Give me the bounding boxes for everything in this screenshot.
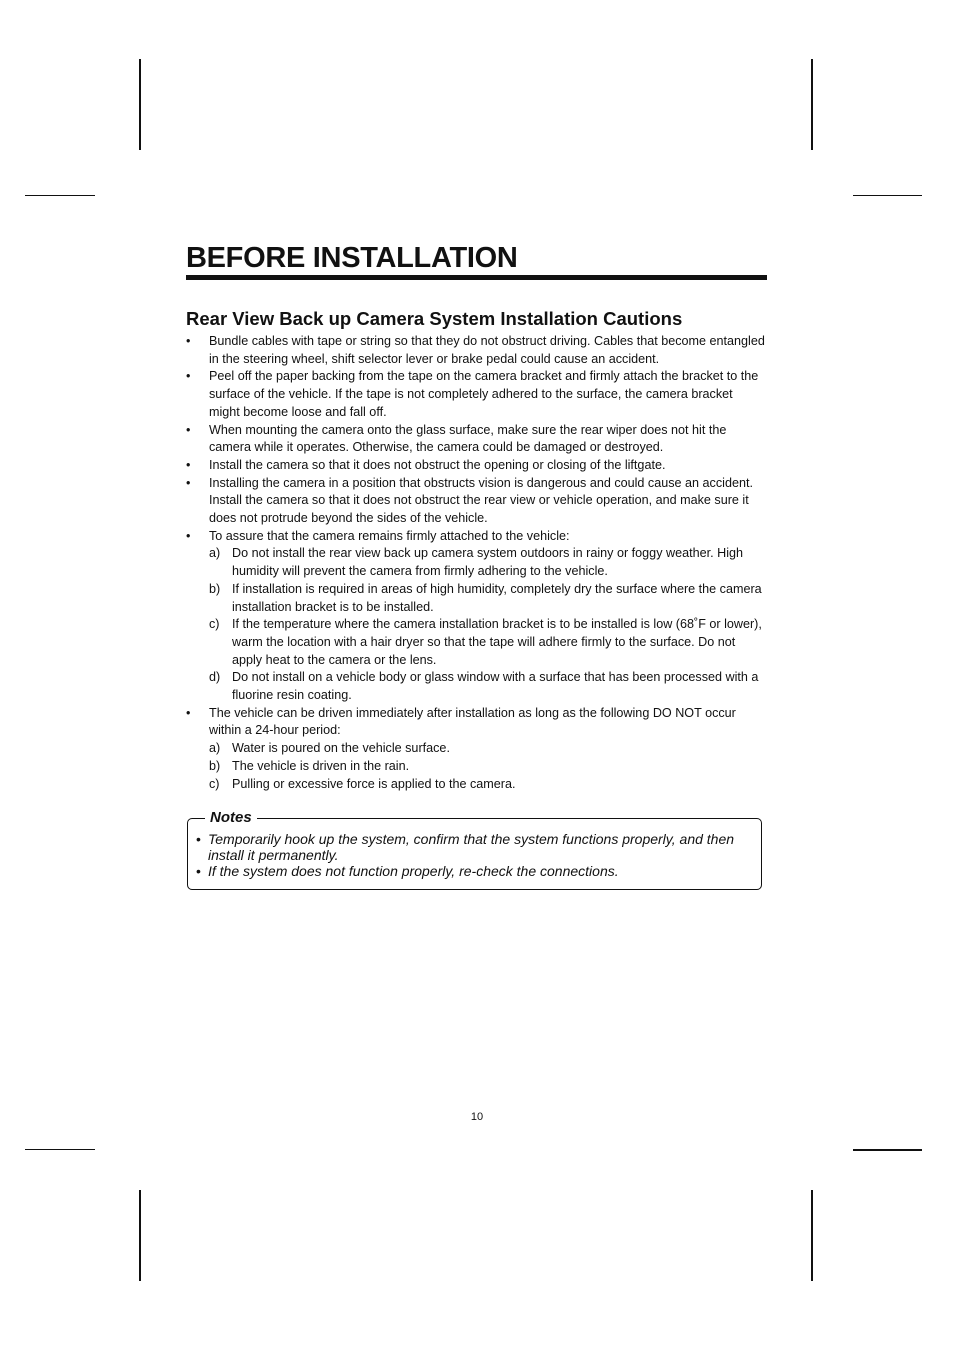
note-item [196, 863, 741, 879]
sub-list-text: The vehicle is driven in the rain. [232, 758, 410, 773]
list-item [186, 475, 766, 528]
note-text: Temporarily hook up the system, confirm that the system functions properly, and then install it permanently. [208, 831, 735, 863]
sub-list-marker: b) [209, 758, 221, 773]
title-rule [186, 275, 767, 280]
bullet-icon: • [186, 457, 191, 472]
page-title: BEFORE INSTALLATION [186, 242, 518, 274]
sub-list-item [209, 740, 766, 758]
page-number: 10 [470, 1111, 484, 1123]
caution-list [186, 333, 766, 793]
sub-list-text: Pulling or excessive force is applied to the camera. [232, 776, 516, 791]
crop-mark [853, 1149, 922, 1151]
list-item-text: Installing the camera in a position that obstructs vision is dangerous and could cause an accident. Install the camera so that it does not obstruct the rear view or vehicle operation, and make sure it does not protrude beyond the sides of the vehicle. [209, 475, 753, 526]
sub-list-item [209, 758, 766, 776]
bullet-icon: • [186, 705, 191, 720]
crop-mark [139, 59, 141, 150]
crop-mark [25, 1149, 95, 1150]
list-item [186, 528, 766, 705]
note-text: If the system does not function properly, re-check the connections. [208, 863, 619, 879]
bullet-icon: • [196, 831, 201, 847]
list-item-text: Bundle cables with tape or string so that they do not obstruct driving. Cables that become entangled in the steering wheel, shift selector lever or brake pedal could cause an accident. [209, 334, 765, 366]
crop-mark [25, 195, 95, 196]
sub-list-text: Do not install the rear view back up camera system outdoors in rainy or foggy weather. High humidity will prevent the camera from firmly adhering to the vehicle. [232, 546, 743, 579]
sub-list-text: Water is poured on the vehicle surface. [232, 741, 450, 756]
crop-mark [811, 59, 813, 150]
sub-list-item [209, 581, 766, 616]
bullet-icon: • [186, 334, 191, 348]
list-item-text: Install the camera so that it does not obstruct the opening or closing of the liftgate. [209, 457, 666, 472]
sub-list-item [209, 616, 766, 669]
note-item [196, 831, 741, 863]
crop-mark [139, 1190, 141, 1281]
bullet-icon: • [186, 422, 191, 437]
sub-list-marker: c) [209, 617, 220, 632]
sub-list-item [209, 545, 766, 580]
list-item-text: Peel off the paper backing from the tape on the camera bracket and firmly attach the bracket to the surface of the vehicle. If the tape is not completely adhered to the surface, the camera bracket might become loose and fall off. [209, 369, 759, 419]
notes-list [196, 831, 741, 879]
crop-mark [853, 195, 922, 196]
sub-list-text: If installation is required in areas of high humidity, completely dry the surface where the camera installation bracket is to be installed. [232, 581, 762, 614]
sub-list-item [209, 776, 766, 794]
notes-box [187, 809, 762, 890]
list-item-text: When mounting the camera onto the glass surface, make sure the rear wiper does not hit the camera while it operates. Otherwise, the camera could be damaged or destroyed. [209, 422, 727, 455]
bullet-icon: • [196, 863, 201, 879]
list-item [186, 368, 766, 421]
sub-list-marker: c) [209, 776, 220, 791]
list-item-text: To assure that the camera remains firmly attached to the vehicle: [209, 528, 570, 543]
notes-title: Notes [205, 809, 257, 827]
bullet-icon: • [186, 369, 191, 384]
list-item [186, 705, 766, 794]
list-item [186, 422, 766, 457]
bullet-icon: • [186, 475, 191, 490]
sub-list-marker: a) [209, 546, 221, 561]
crop-mark [811, 1190, 813, 1281]
sub-list-marker: b) [209, 581, 221, 596]
list-item [186, 457, 766, 475]
list-item [186, 333, 766, 368]
sub-list-marker: d) [209, 670, 221, 685]
sub-list-text: If the temperature where the camera installation bracket is to be installed is low (68˚F or lower), warm the location with a hair dryer so that the tape will adhere firmly to the surface. Do not apply heat to the camera or the lens. [232, 617, 762, 667]
sub-list-text: Do not install on a vehicle body or glass window with a surface that has been processed with a fluorine resin coating. [232, 670, 759, 703]
section-heading: Rear View Back up Camera System Installation Cautions [186, 308, 683, 329]
list-item-text: The vehicle can be driven immediately after installation as long as the following DO NOT occur within a 24-hour period: [209, 705, 736, 738]
sub-list-marker: a) [209, 741, 221, 756]
bullet-icon: • [186, 528, 191, 543]
sub-list-item [209, 669, 766, 704]
